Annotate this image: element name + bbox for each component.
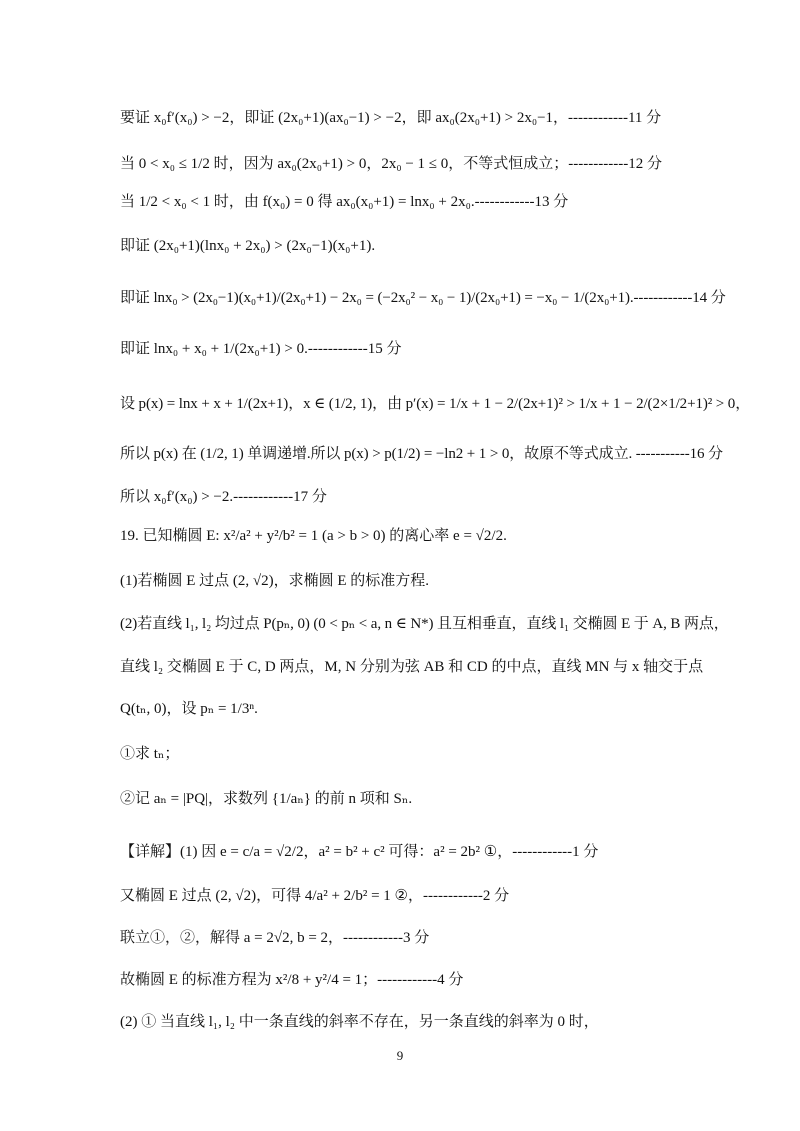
text-line-1: 要证 x₀f′(x₀) > −2，即证 (2x₀+1)(ax₀−1) > −2，即 ax₀(2x₀+1) > 2x₀−1，------------11 分 bbox=[120, 110, 662, 126]
text-line-9: 所以 x₀f′(x₀) > −2.------------17 分 bbox=[120, 489, 327, 505]
text-line-20: 故椭圆 E 的标准方程为 x²/8 + y²/4 = 1；------------4 分 bbox=[120, 972, 464, 988]
text-line-8: 所以 p(x) 在 (1/2, 1) 单调递增.所以 p(x) > p(1/2) = −ln2 + 1 > 0，故原不等式成立. -----------16 分 bbox=[120, 446, 723, 462]
text-line-18: 又椭圆 E 过点 (2, √2)，可得 4/a² + 2/b² = 1 ②，------------2 分 bbox=[120, 888, 510, 904]
text-line-13: 直线 l₂ 交椭圆 E 于 C, D 两点，M, N 分别为弦 AB 和 CD 的中点，直线 MN 与 x 轴交于点 bbox=[120, 659, 704, 675]
text-line-4: 即证 (2x₀+1)(lnx₀ + 2x₀) > (2x₀−1)(x₀+1). bbox=[120, 238, 376, 254]
text-line-7: 设 p(x) = lnx + x + 1/(2x+1)，x ∈ (1/2, 1)，由 p′(x) = 1/x + 1 − 2/(2x+1)² > 1/x + 1 − 2/(2×1/2+1)² > 0， bbox=[120, 396, 751, 412]
text-line-16: ②记 aₙ = |PQ|，求数列 {1/aₙ} 的前 n 项和 Sₙ. bbox=[120, 791, 413, 807]
text-line-5: 即证 lnx₀ > (2x₀−1)(x₀+1)/(2x₀+1) − 2x₀ = (−2x₀² − x₀ − 1)/(2x₀+1) = −x₀ − 1/(2x₀+1).------------14 分 bbox=[120, 290, 726, 306]
text-line-2: 当 0 < x₀ ≤ 1/2 时，因为 ax₀(2x₀+1) > 0，2x₀ − 1 ≤ 0，不等式恒成立；------------12 分 bbox=[120, 156, 662, 172]
text-line-10: 19. 已知椭圆 E: x²/a² + y²/b² = 1 (a > b > 0) 的离心率 e = √2/2. bbox=[120, 528, 507, 544]
page-number: 9 bbox=[396, 1048, 404, 1063]
text-line-6: 即证 lnx₀ + x₀ + 1/(2x₀+1) > 0.------------15 分 bbox=[120, 341, 402, 357]
text-line-12: (2)若直线 l₁, l₂ 均过点 P(pₙ, 0) (0 < pₙ < a, n ∈ N*) 且互相垂直，直线 l₁ 交椭圆 E 于 A, B 两点， bbox=[120, 616, 729, 632]
text-line-14: Q(tₙ, 0)，设 pₙ = 1/3ⁿ. bbox=[120, 701, 258, 717]
text-line-21: (2) ① 当直线 l₁, l₂ 中一条直线的斜率不存在，另一条直线的斜率为 0 时， bbox=[120, 1014, 599, 1030]
text-line-17: 【详解】(1) 因 e = c/a = √2/2，a² = b² + c² 可得：a² = 2b² ①，------------1 分 bbox=[120, 844, 599, 860]
text-line-19: 联立①，②，解得 a = 2√2, b = 2，------------3 分 bbox=[120, 930, 430, 946]
text-line-15: ①求 tₙ； bbox=[120, 746, 180, 762]
text-line-11: (1)若椭圆 E 过点 (2, √2)，求椭圆 E 的标准方程. bbox=[120, 573, 430, 589]
text-line-3: 当 1/2 < x₀ < 1 时，由 f(x₀) = 0 得 ax₀(x₀+1) = lnx₀ + 2x₀.------------13 分 bbox=[120, 194, 569, 210]
